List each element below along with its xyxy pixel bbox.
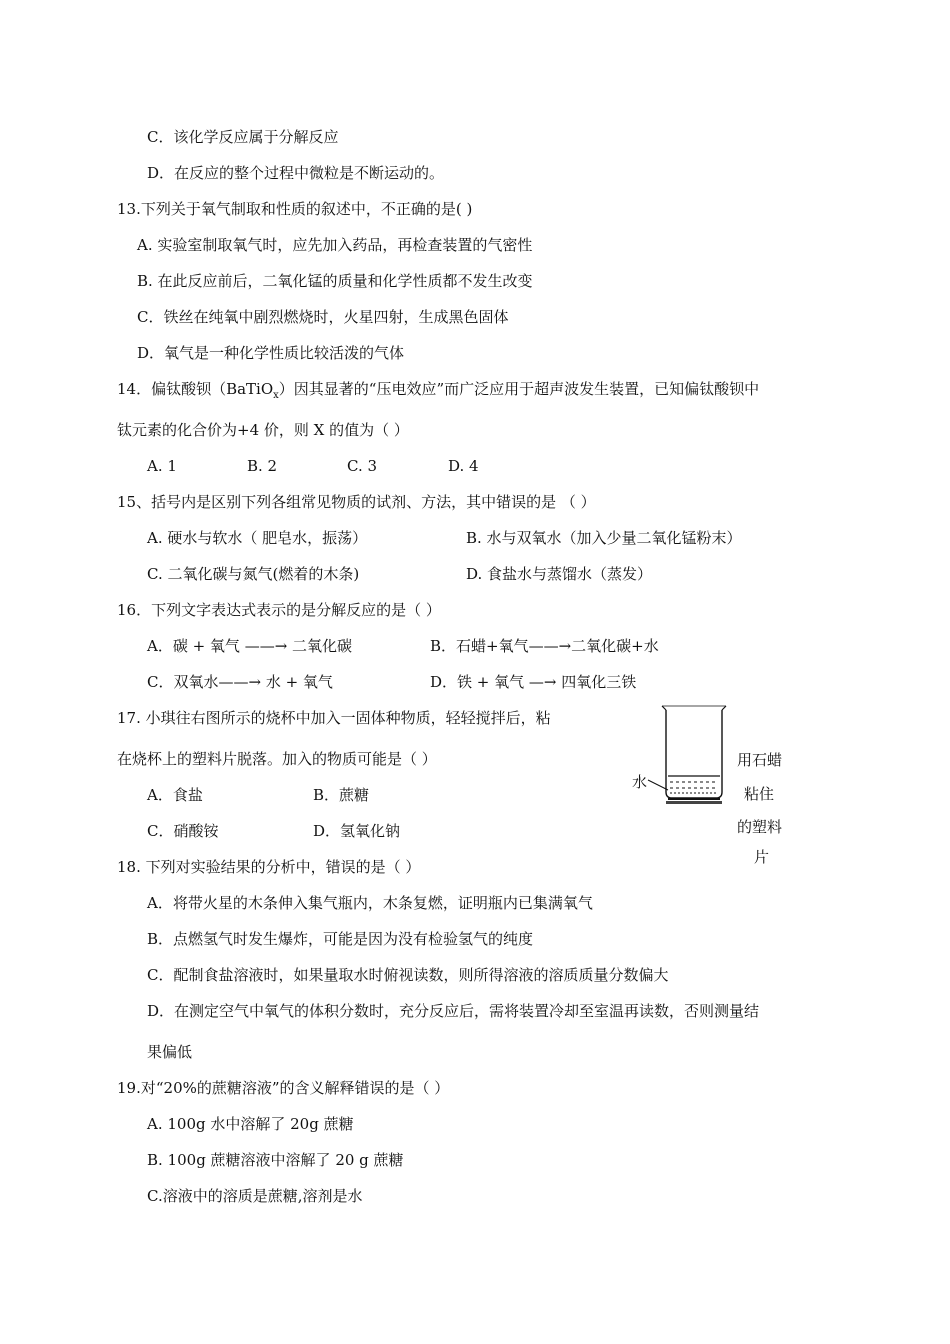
q18-stem: 18. 下列对实验结果的分析中，错误的是（ ）: [117, 858, 421, 876]
plastic-sheet: [666, 801, 722, 804]
q16-option-b: B．石蜡+氧气——→二氧化碳+水: [430, 637, 659, 655]
q16-option-c: C．双氧水——→ 水 + 氧气: [147, 673, 333, 691]
q16-stem: 16．下列文字表达式表示的是分解反应的是（ ）: [117, 601, 441, 619]
q18-option-d-line2: 果偏低: [147, 1043, 193, 1061]
q13-option-a: A. 实验室制取氧气时，应先加入药品，再检查装置的气密性: [137, 236, 533, 254]
plastic-label-4: 片: [754, 848, 770, 866]
q12-option-d: D．在反应的整个过程中微粒是不断运动的。: [147, 164, 445, 182]
beaker-figure: [632, 702, 832, 872]
q15-option-b: B. 水与双氧水（加入少量二氧化锰粉末）: [466, 529, 742, 547]
water-leader-line: [648, 780, 668, 790]
q14-stem-subscript: x: [273, 390, 279, 401]
q15-option-a: A. 硬水与软水（ 肥皂水，振荡）: [147, 529, 368, 547]
q18-option-d-line1: D．在测定空气中氧气的体积分数时，充分反应后，需将装置冷却至室温再读数，否则测量结: [147, 1002, 760, 1020]
water-label: 水: [632, 773, 648, 791]
q19-option-c: C.溶液中的溶质是蔗糖,溶剂是水: [147, 1187, 363, 1205]
plastic-label-3: 的塑料: [737, 818, 783, 836]
q17-stem-line1: 17. 小琪往右图所示的烧杯中加入一固体种物质，轻轻搅拌后，粘: [117, 709, 551, 727]
q18-option-b: B．点燃氢气时发生爆炸，可能是因为没有检验氢气的纯度: [147, 930, 534, 948]
q13-option-d: D．氧气是一种化学性质比较活泼的气体: [137, 344, 405, 362]
q17-option-a: A．食盐: [147, 786, 203, 804]
q15-option-d: D. 食盐水与蒸馏水（蒸发）: [466, 565, 653, 583]
q14-option-b: B. 2: [247, 457, 278, 475]
q19-option-b: B. 100g 蔗糖溶液中溶解了 20 g 蔗糖: [147, 1151, 404, 1169]
q14-stem-line2: 钛元素的化合价为+4 价，则 X 的值为（ ）: [117, 421, 409, 439]
q17-option-d: D．氢氧化钠: [313, 822, 401, 840]
q19-option-a: A. 100g 水中溶解了 20g 蔗糖: [147, 1115, 354, 1133]
q14-stem-suffix: ）因其显著的“压电效应”而广泛应用于超声波发生装置，已知偏钛酸钡中: [278, 380, 760, 398]
q14-stem-prefix: 14．偏钛酸钡（BaTiO: [117, 380, 274, 398]
q15-stem: 15、括号内是区别下列各组常见物质的试剂、方法，其中错误的是 （ ）: [117, 493, 596, 511]
beaker-lip: [662, 706, 726, 710]
beaker-outline: [666, 710, 722, 798]
q19-stem: 19.对“20%的蔗糖溶液”的含义解释错误的是（ ）: [117, 1079, 450, 1097]
q13-option-b: B. 在此反应前后，二氧化锰的质量和化学性质都不发生改变: [137, 272, 533, 290]
q14-option-a: A. 1: [147, 457, 177, 475]
beaker-diagram: [632, 702, 832, 872]
q15-option-c: C. 二氧化碳与氮气(燃着的木条): [147, 565, 360, 583]
q17-option-b: B．蔗糖: [313, 786, 370, 804]
q17-stem-line2: 在烧杯上的塑料片脱落。加入的物质可能是（ ）: [117, 750, 437, 768]
q12-option-c: C．该化学反应属于分解反应: [147, 128, 339, 146]
q18-option-c: C．配制食盐溶液时，如果量取水时俯视读数，则所得溶液的溶质质量分数偏大: [147, 966, 669, 984]
q17-option-c: C．硝酸铵: [147, 822, 219, 840]
plastic-label-2: 粘住: [744, 785, 775, 803]
q16-option-d: D．铁 + 氧气 —→ 四氧化三铁: [430, 673, 637, 691]
q18-option-a: A．将带火星的木条伸入集气瓶内，木条复燃，证明瓶内已集满氧气: [147, 894, 593, 912]
q16-option-a: A．碳 + 氧气 ——→ 二氧化碳: [147, 637, 353, 655]
q14-option-c: C. 3: [347, 457, 378, 475]
q14-stem: [117, 379, 759, 406]
plastic-label-1: 用石蜡: [737, 751, 783, 769]
q13-option-c: C．铁丝在纯氧中剧烈燃烧时，火星四射，生成黑色固体: [137, 308, 509, 326]
paraffin-layer: [668, 798, 720, 800]
q13-stem: 13.下列关于氧气制取和性质的叙述中，不正确的是( ): [117, 200, 473, 218]
q14-option-d: D. 4: [448, 457, 479, 475]
